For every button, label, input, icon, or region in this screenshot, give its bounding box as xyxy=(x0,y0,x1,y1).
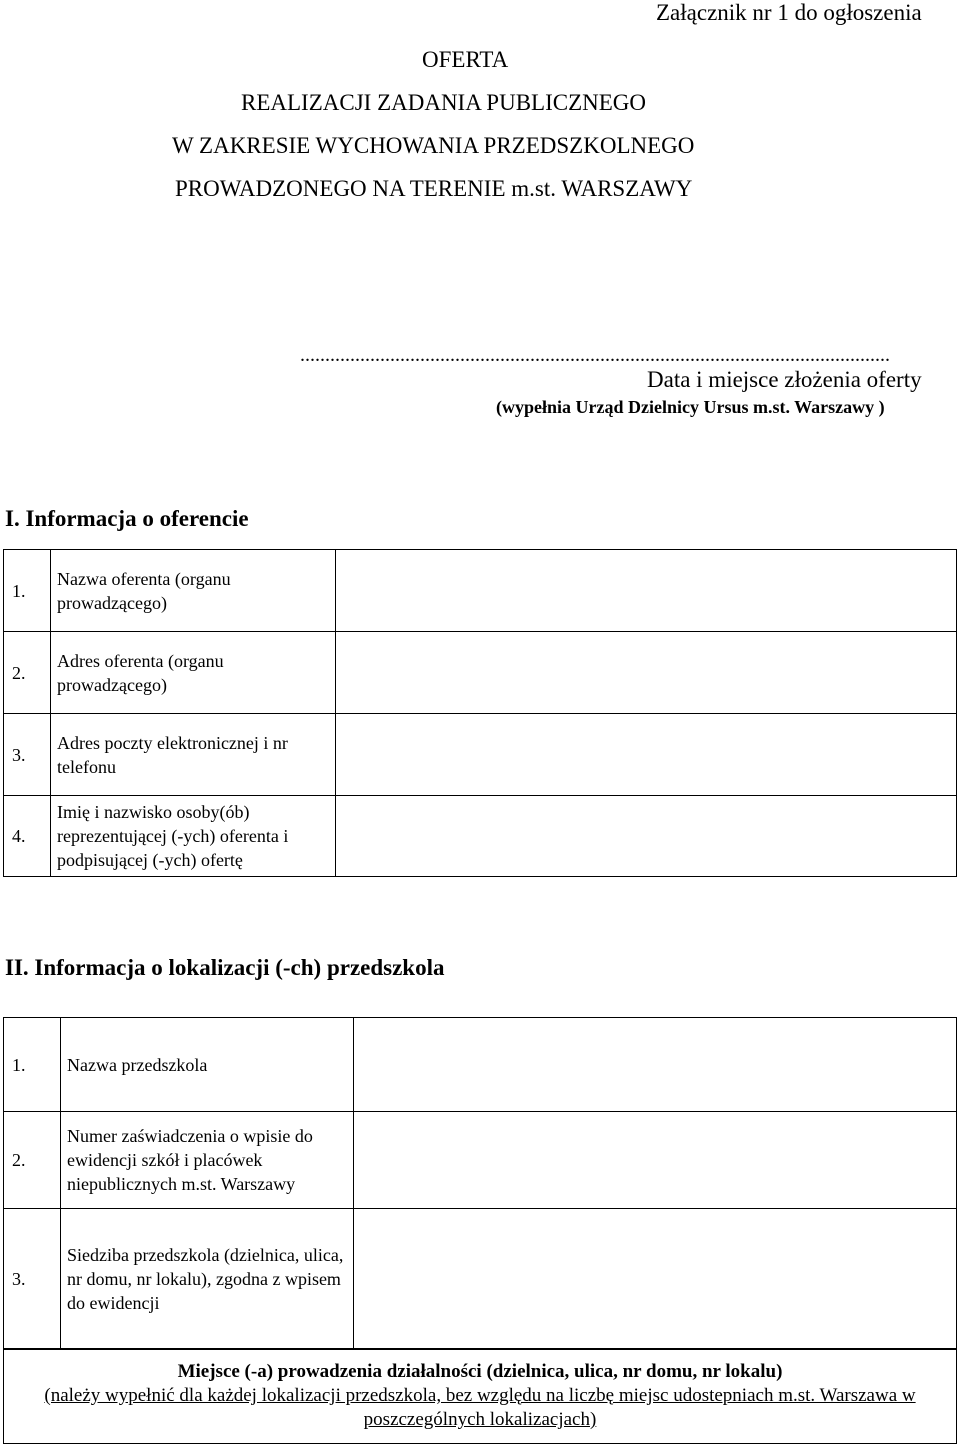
section-2-heading: II. Informacja o lokalizacji (-ch) przedszkola xyxy=(5,955,445,980)
offerer-address-field[interactable] xyxy=(336,632,957,714)
row-label: Siedziba przedszkola (dzielnica, ulica, nr domu, nr lokalu), zgodna z wpisem do ewidencji xyxy=(61,1209,354,1350)
date-place-label: Data i miejsce złożenia oferty xyxy=(647,367,922,392)
row-number: 1. xyxy=(4,1018,61,1112)
table-row xyxy=(4,550,957,632)
row-label: Numer zaświadczenia o wpisie do ewidencji szkół i placówek niepublicznych m.st. Warszawy xyxy=(61,1112,354,1209)
row-number: 4. xyxy=(4,796,51,877)
location-info-table xyxy=(3,1017,957,1350)
registration-number-field[interactable] xyxy=(354,1112,957,1209)
row-label: Adres oferenta (organu prowadzącego) xyxy=(51,632,336,714)
offerer-info-table xyxy=(3,549,957,877)
offerer-name-field[interactable] xyxy=(336,550,957,632)
table-row xyxy=(4,1209,957,1350)
table-row xyxy=(4,632,957,714)
title-line-4: PROWADZONEGO NA TERENIE m.st. WARSZAWY xyxy=(175,176,693,201)
row-number: 2. xyxy=(4,632,51,714)
row-number: 2. xyxy=(4,1112,61,1209)
place-of-activity-title: Miejsce (-a) prowadzenia działalności (dzielnica, ulica, nr domu, nr lokalu) xyxy=(177,1361,783,1382)
row-number: 3. xyxy=(4,1209,61,1350)
table-row xyxy=(4,796,957,877)
title-line-3: W ZAKRESIE WYCHOWANIA PRZEDSZKOLNEGO xyxy=(172,133,695,158)
place-of-activity-note: (należy wypełnić dla każdej lokalizacji przedszkola, bez względu na liczbę miejsc udostepniach m.st. Warszawa w poszczególnych lokalizacjach) xyxy=(44,1385,916,1430)
document-title xyxy=(0,38,945,210)
row-label: Imię i nazwisko osoby(ób) reprezentującej (-ych) oferenta i podpisującej (-ych) ofertę xyxy=(51,796,336,877)
row-label: Nazwa przedszkola xyxy=(61,1018,354,1112)
table-row xyxy=(4,714,957,796)
annex-label: Załącznik nr 1 do ogłoszenia xyxy=(656,0,922,25)
table-row xyxy=(4,1018,957,1112)
title-line-1: OFERTA xyxy=(422,47,509,72)
title-line-2: REALIZACJI ZADANIA PUBLICZNEGO xyxy=(241,90,647,115)
representative-field[interactable] xyxy=(336,796,957,877)
preschool-name-field[interactable] xyxy=(354,1018,957,1112)
place-of-activity-cell[interactable] xyxy=(4,1349,957,1444)
row-label: Adres poczty elektronicznej i nr telefonu xyxy=(51,714,336,796)
date-place-field[interactable]: ...................................................................................................................... xyxy=(300,344,890,366)
date-place-note: (wypełnia Urząd Dzielnicy Ursus m.st. Warszawy ) xyxy=(496,397,885,417)
table-row xyxy=(4,1112,957,1209)
row-number: 3. xyxy=(4,714,51,796)
section-1-heading: I. Informacja o oferencie xyxy=(5,506,249,531)
preschool-seat-field[interactable] xyxy=(354,1209,957,1350)
row-number: 1. xyxy=(4,550,51,632)
email-phone-field[interactable] xyxy=(336,714,957,796)
row-label: Nazwa oferenta (organu prowadzącego) xyxy=(51,550,336,632)
table-row xyxy=(4,1349,957,1444)
place-of-activity-table xyxy=(3,1348,957,1444)
